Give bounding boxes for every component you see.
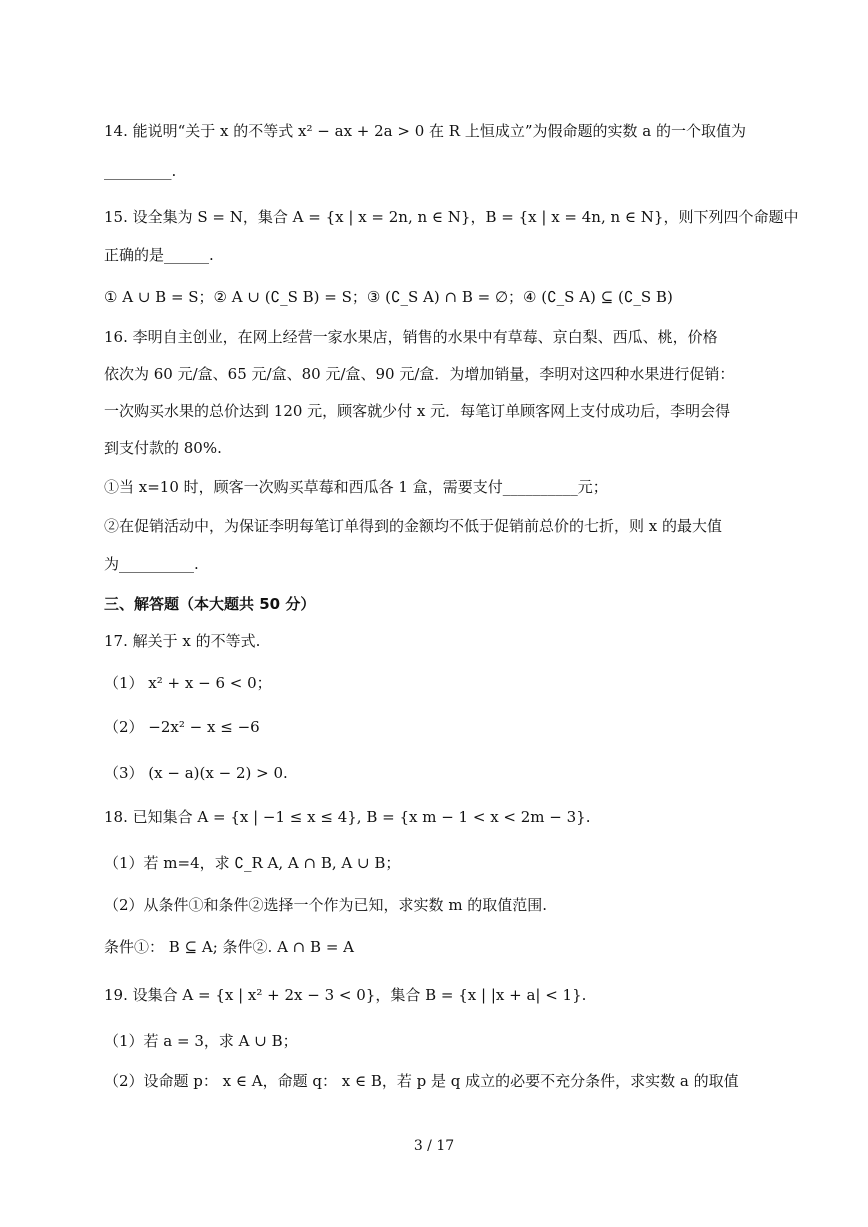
q16-line1: 16. 李明自主创业，在网上经营一家水果店，销售的水果中有草莓、京白梨、西瓜、桃，价格 (104, 328, 718, 346)
section-heading: 三、解答题（本大题共 50 分） (104, 595, 316, 613)
q17-title: 17. 解关于 x 的不等式. (104, 632, 261, 650)
q16-line3: 一次购买水果的总价达到 120 元，顾客就少付 x 元．每笔订单顾客网上支付成功后，李明会得 (104, 402, 731, 420)
q19-title: 19. 设集合 A = {x | x² + 2x − 3 < 0}，集合 B = {x | |x + a| < 1}. (104, 986, 587, 1004)
q19-part2: （2）设命题 p： x ∈ A，命题 q： x ∈ B，若 p 是 q 成立的必要不充分条件，求实数 a 的取值 (104, 1072, 739, 1090)
q19-part1: （1）若 a = 3，求 A ∪ B； (104, 1032, 298, 1050)
q17-part2: （2） −2x² − x ≤ −6 (104, 718, 260, 736)
q18-title: 18. 已知集合 A = {x | −1 ≤ x ≤ 4}, B = {x m − 1 < x < 2m − 3}. (104, 808, 591, 826)
q18-conditions: 条件①： B ⊆ A; 条件②. A ∩ B = A (104, 938, 354, 956)
q15-line3: ① A ∪ B = S；② A ∪ (∁_S B) = S；③ (∁_S A) ∩ B = ∅；④ (∁_S A) ⊆ (∁_S B) (104, 288, 673, 306)
q15-line1: 15. 设全集为 S = N，集合 A = {x | x = 2n, n ∈ N}，B = {x | x = 4n, n ∈ N}，则下列四个命题中 (104, 208, 799, 226)
q16-line4: 到支付款的 80%. (104, 439, 222, 457)
q16-line6: ②在促销活动中，为保证李明每笔订单得到的金额均不低于促销前总价的七折，则 x 的最大值 (104, 517, 722, 535)
q15-line2: 正确的是______. (104, 246, 214, 264)
page-number: 3 / 17 (413, 1138, 455, 1154)
q16-line5: ①当 x=10 时，顾客一次购买草莓和西瓜各 1 盒，需要支付__________元； (104, 478, 608, 496)
q18-part2: （2）从条件①和条件②选择一个作为已知，求实数 m 的取值范围. (104, 896, 548, 914)
q14-line2: _________. (104, 162, 177, 180)
q17-part1: （1） x² + x − 6 < 0； (104, 674, 272, 692)
q14-line1: 14. 能说明“关于 x 的不等式 x² − ax + 2a > 0 在 R 上恒成立”为假命题的实数 a 的一个取值为 (104, 122, 747, 140)
q16-line2: 依次为 60 元/盒、65 元/盒、80 元/盒、90 元/盒．为增加销量，李明对这四种水果进行促销： (104, 365, 735, 383)
q17-part3: （3） (x − a)(x − 2) > 0. (104, 764, 288, 782)
q16-line7: 为__________. (104, 555, 199, 573)
q18-part1: （1）若 m=4，求 ∁_R A, A ∩ B, A ∪ B； (104, 854, 401, 872)
